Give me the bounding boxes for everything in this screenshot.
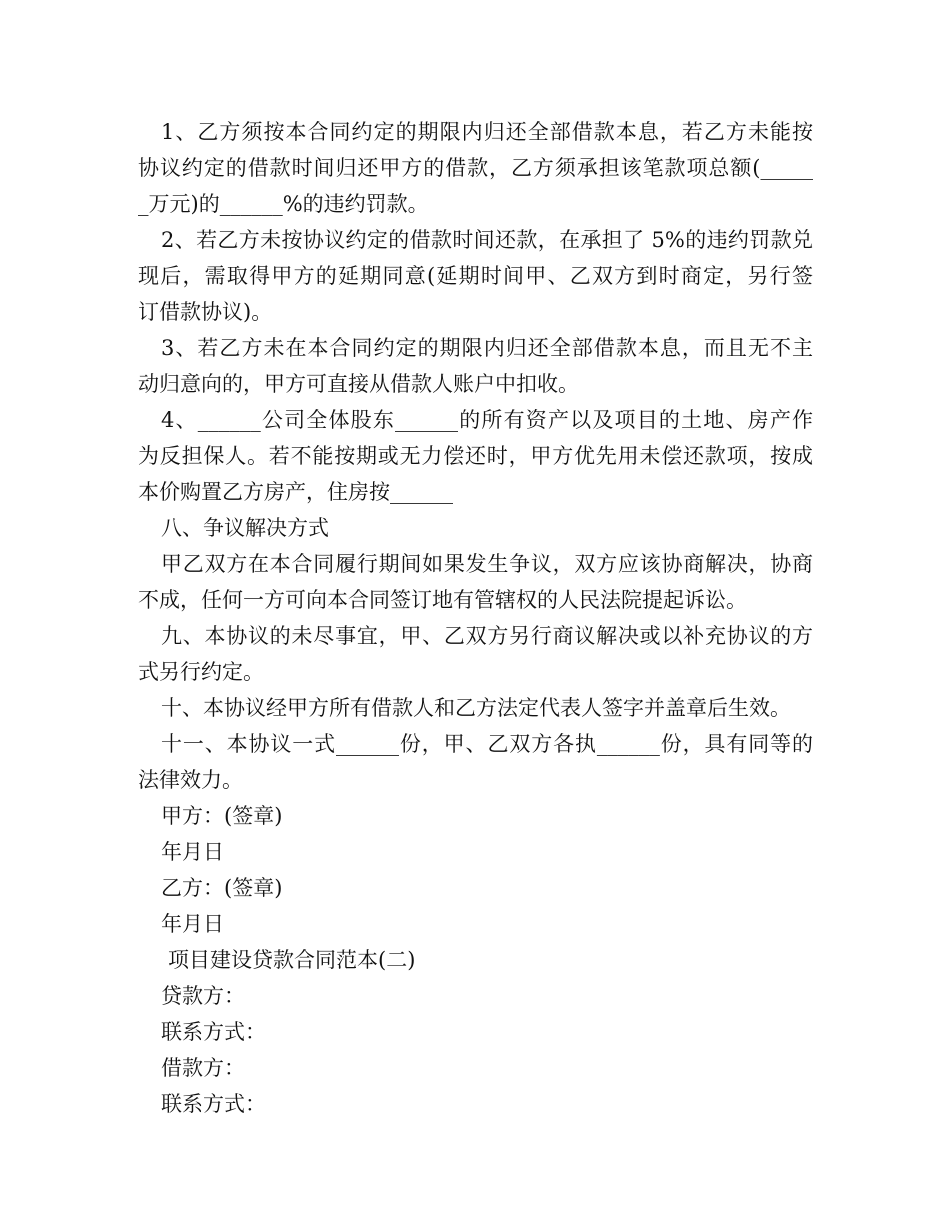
party-b-signature: 乙方：(签章) (161, 876, 283, 900)
document-subtitle: 项目建设贷款合同范本(二) (168, 948, 416, 972)
party-a-signature: 甲方：(签章) (161, 804, 283, 828)
borrower-field-label: 借款方： (161, 1056, 245, 1080)
paragraph-line: 法律效力。 (138, 768, 243, 792)
paragraph-line: 4、______公司全体股东______的所有资产以及项目的土地、房产作 (161, 408, 813, 432)
paragraph-line: 2、若乙方未按协议约定的借款时间还款，在承担了 5%的违约罚款兑 (161, 228, 813, 252)
date-line: 年月日 (161, 912, 224, 936)
paragraph-line: 1、乙方须按本合同约定的期限内归还全部借款本息，若乙方未能按 (161, 120, 813, 144)
paragraph-line: 十、本协议经甲方所有借款人和乙方法定代表人签字并盖章后生效。 (161, 696, 791, 720)
lender-contact-label: 联系方式： (161, 1020, 266, 1044)
paragraph-line: 甲乙双方在本合同履行期间如果发生争议，双方应该协商解决，协商 (161, 552, 813, 576)
section-heading: 八、争议解决方式 (161, 516, 329, 540)
paragraph-line: 3、若乙方未在本合同约定的期限内归还全部借款本息，而且无不主 (161, 336, 813, 360)
paragraph-line: _万元)的______%的违约罚款。 (138, 192, 429, 216)
paragraph-line: 现后，需取得甲方的延期同意(延期时间甲、乙双方到时商定，另行签 (138, 264, 813, 288)
paragraph-line: 订借款协议)。 (138, 300, 273, 324)
paragraph-line: 九、本协议的未尽事宜，甲、乙双方另行商议解决或以补充协议的方 (161, 624, 813, 648)
lender-field-label: 贷款方： (161, 984, 245, 1008)
paragraph-line: 不成，任何一方可向本合同签订地有管辖权的人民法院提起诉讼。 (138, 588, 747, 612)
paragraph-line: 为反担保人。若不能按期或无力偿还时，甲方优先用未偿还款项，按成 (138, 444, 813, 468)
paragraph-line: 动归意向的，甲方可直接从借款人账户中扣收。 (138, 372, 579, 396)
paragraph-line: 本价购置乙方房产，住房按______ (138, 480, 453, 504)
paragraph-line: 协议约定的借款时间归还甲方的借款，乙方须承担该笔款项总额(_____ (138, 156, 813, 180)
date-line: 年月日 (161, 840, 224, 864)
borrower-contact-label: 联系方式： (161, 1092, 266, 1116)
paragraph-line: 式另行约定。 (138, 660, 264, 684)
paragraph-line: 十一、本协议一式______份，甲、乙双方各执______份，具有同等的 (161, 732, 813, 756)
